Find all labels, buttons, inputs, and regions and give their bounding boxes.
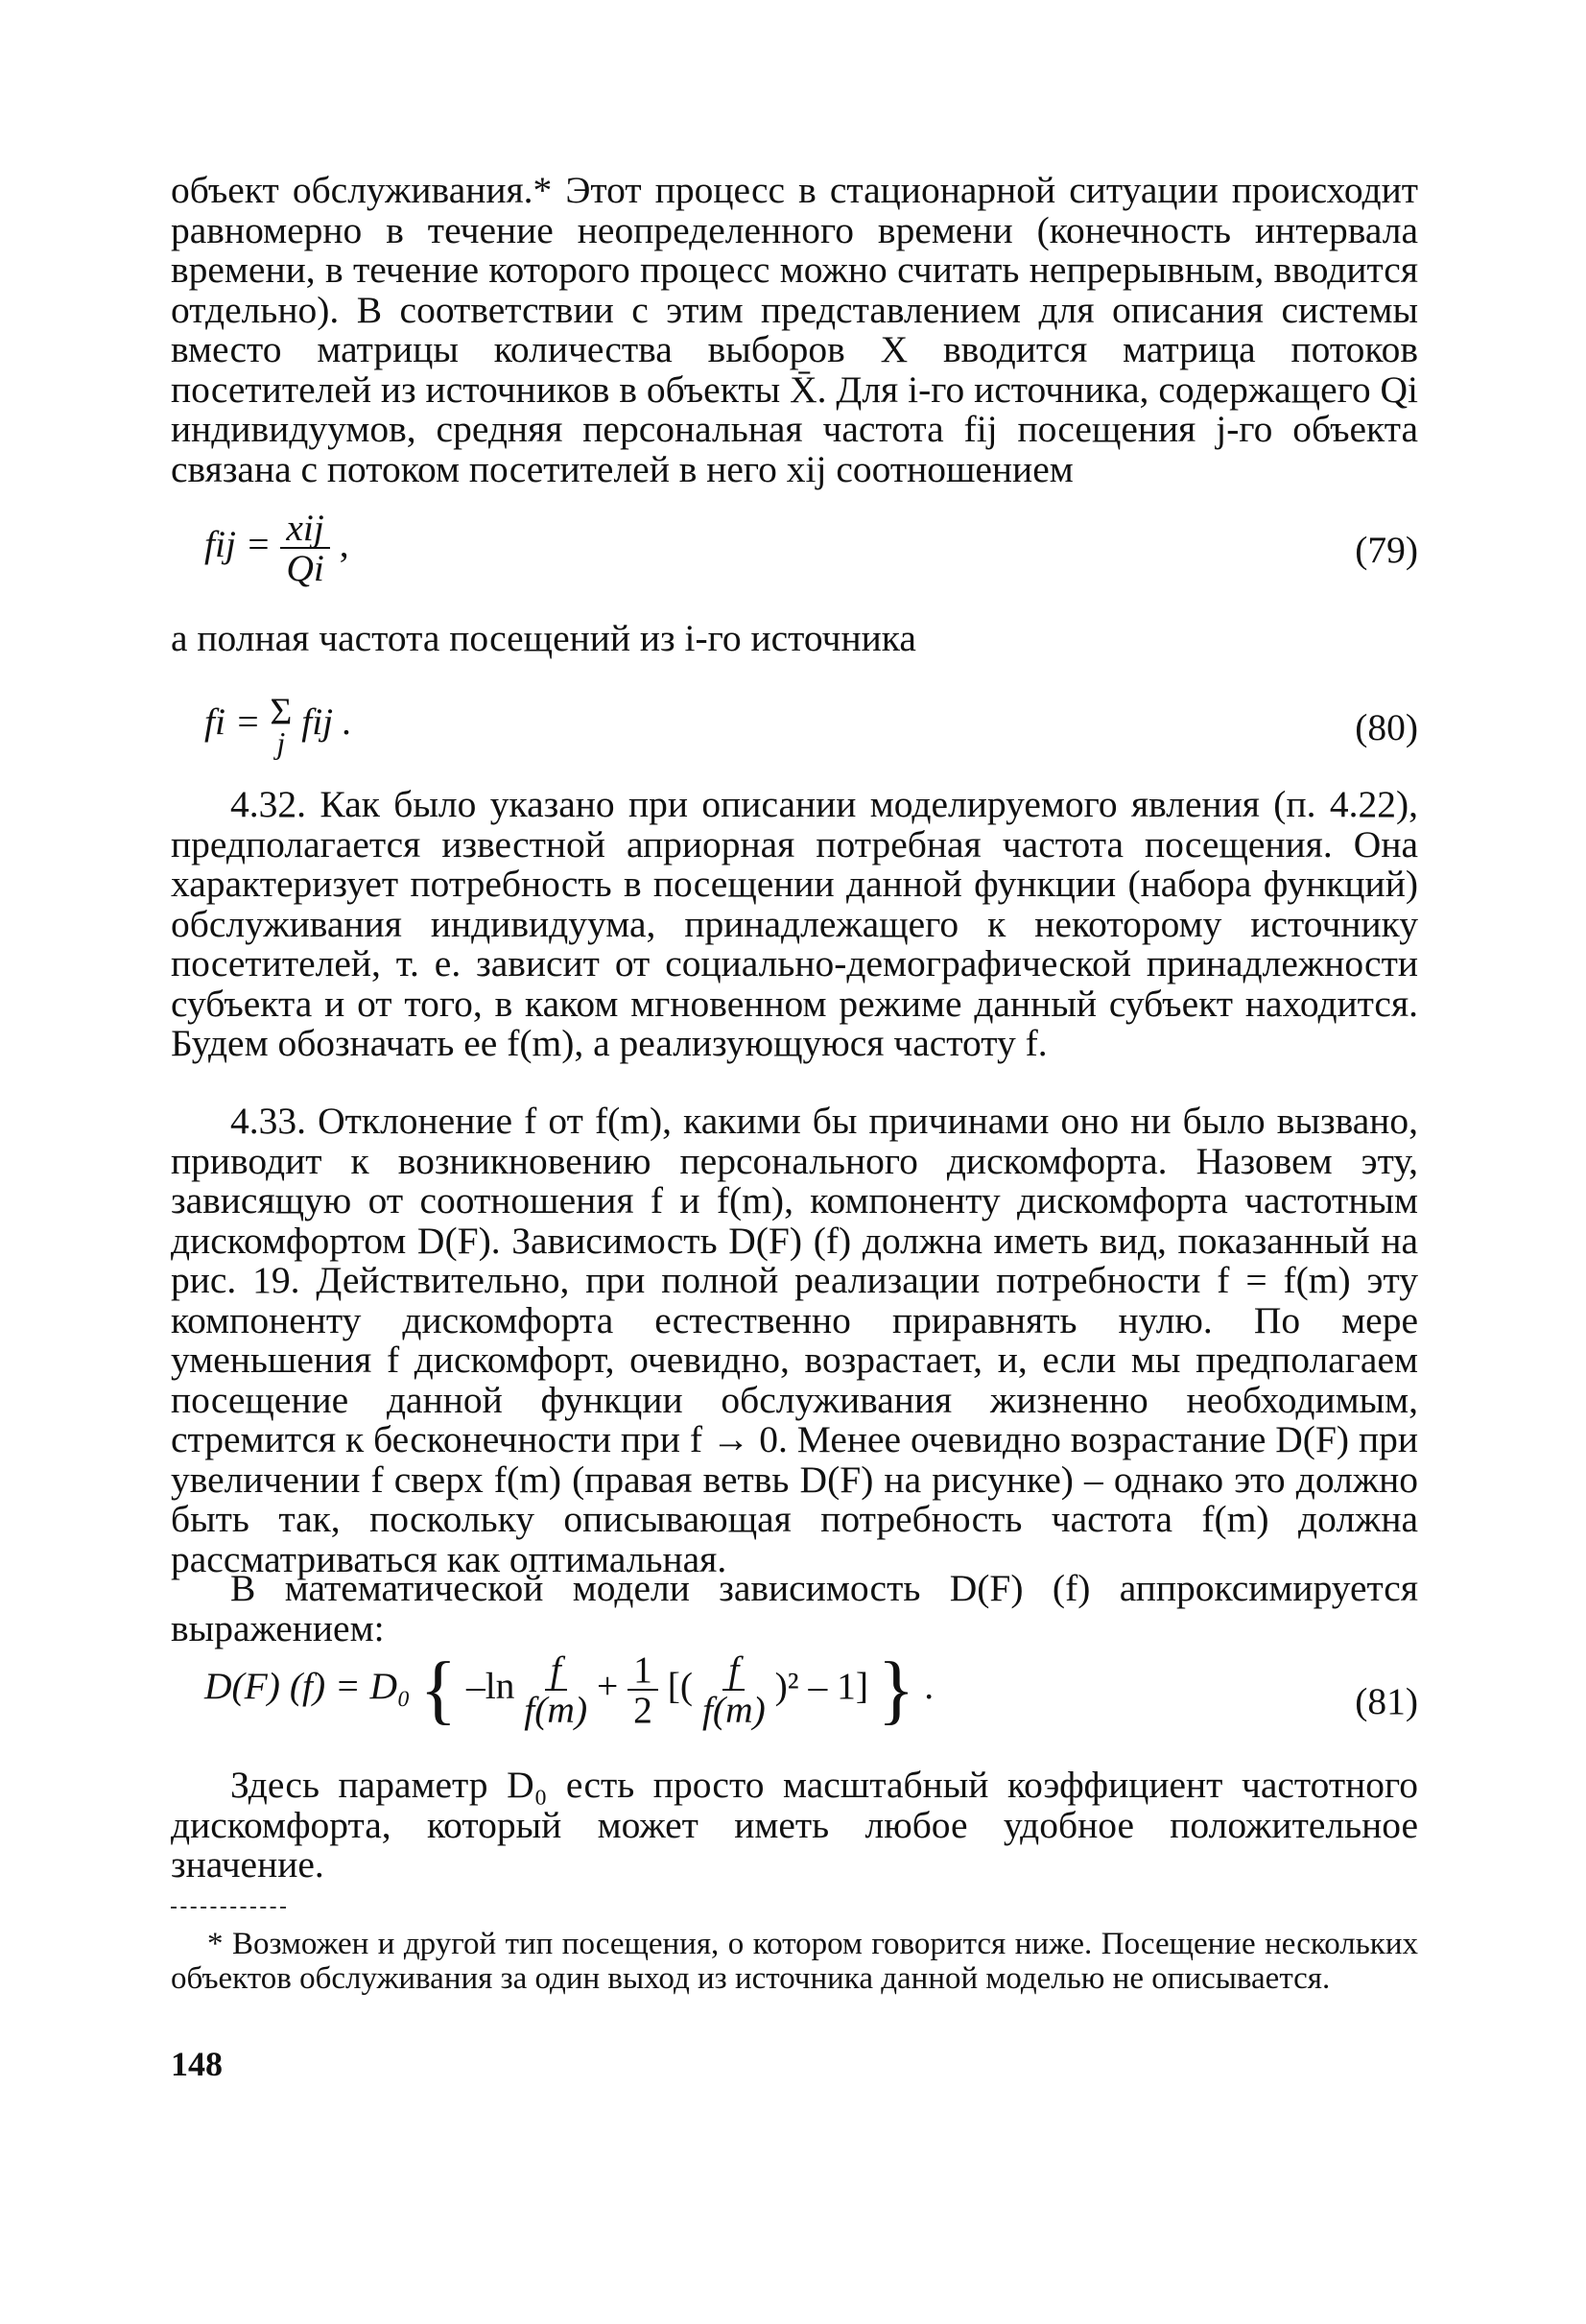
eq79-numerator: xij [280,509,329,549]
eq80-sigma: Σ [270,690,293,732]
eq81-fraction-1 [524,1650,587,1729]
paragraph-intro: объект обслуживания.* Этот процесс в стационарной ситуации происходит равномерно в течение неопределенного времени (конечность интервала времени, в течение которого процесс можно считать непрерывным, вводится отдельно). В соответствии с этим представлением для описания системы вместо матрицы количества выборов X вводится матрица потоков посетителей из источников в объекты X̄. Для i-го источника, содержащего Qi индивидуумов, средняя персональная частота fij посещения j-го объекта связана с потоком посетителей в него xij соотношением [171,169,1418,490]
eq81-left-brace: { [419,1648,458,1732]
eq81-f1-numerator: f [545,1650,567,1691]
eq81-half-numerator: 1 [627,1650,658,1691]
paragraph-model: В математической модели зависимость D(F) (f) аппроксимируется выражением: [171,1567,1418,1649]
footnote: * Возможен и другой тип посещения, о котором говорится ниже. Посещение нескольких объектов обслуживания за один выход из источника данной моделью не описывается. [171,1927,1418,1996]
eq81-bracket-open: [( [667,1665,694,1708]
equation-80 [171,686,1418,772]
eq79-fraction [280,509,329,587]
eq81-f1-denominator: f(m) [524,1689,588,1731]
page-number: 148 [171,2045,223,2083]
paragraph-4-33: 4.33. Отклонение f от f(m), какими бы причинами оно ни было вызвано, приводит к возникновению персонального дискомфорта. Назовем эту, зависящую от соотношения f и f(m), компоненту дискомфорта частотным дискомфортом D(F). Зависимость D(F) (f) должна иметь вид, показанный на рис. 19. Действительно, при полной реализации потребности f = f(m) эту компоненту дискомфорта естественно приравнять нулю. По мере уменьшения f дискомфорт, очевидно, возрастает, и, если мы предполагаем посещение данной функции обслуживания жизненно необходимым, стремится к бесконечности при f → 0. Менее очевидно возрастание D(F) при увеличении f сверх f(m) (правая ветвь D(F) на рисунке) – однако это должно быть так, поскольку описывающая потребность частота f(m) должна рассматриваться как оптимальная. [171,1100,1418,1580]
eq79-lhs: fij = [204,523,272,566]
equation-81 [171,1650,1418,1756]
eq81-number: (81) [1355,1680,1418,1722]
paragraph-parameter: Здесь параметр D₀ есть просто масштабный коэффициент частотного дискомфорта, который может иметь любое удобное положительное значение. [171,1764,1418,1885]
eq81-f3-numerator: f [722,1650,745,1691]
eq80-rhs: fij . [301,700,352,744]
eq81-right-brace: } [877,1648,915,1732]
eq80-sum-index: j [276,725,286,760]
paragraph-4-32: 4.32. Как было указано при описании моделируемого явления (п. 4.22), предполагается известной априорная потребная частота посещения. Она характеризует потребность в посещении данной функции (набора функций) обслуживания индивидуума, принадлежащего к некоторому источнику посетителей, т. е. зависит от социально-демографической принадлежности субъекта и от того, в каком мгновенном режиме данный субъект находится. Будем обозначать ее f(m), а реализующуюся частоту f. [171,783,1418,1064]
eq81-dot: . [924,1665,935,1708]
eq79-number: (79) [1355,529,1418,571]
eq81-bracket-close: )² – 1] [774,1665,869,1708]
footnote-separator [171,1907,286,1909]
equation-79 [171,509,1418,595]
paragraph-total-frequency: а полная частота посещений из i-го источника [171,617,916,659]
eq81-log-term: –ln [465,1665,515,1708]
eq79-denominator: Qi [286,547,324,589]
eq80-number: (80) [1355,706,1418,748]
eq81-plus: + [596,1665,619,1708]
eq81-lhs: D(F) (f) = D₀ [204,1665,411,1708]
eq81-fraction-2 [702,1650,766,1729]
eq80-sum [270,690,293,760]
eq79-comma: , [339,523,349,566]
eq81-half-denominator: 2 [633,1689,652,1731]
eq81-fraction-half [627,1650,658,1729]
eq81-f3-denominator: f(m) [701,1689,766,1731]
eq80-lhs: fi = [204,700,261,744]
